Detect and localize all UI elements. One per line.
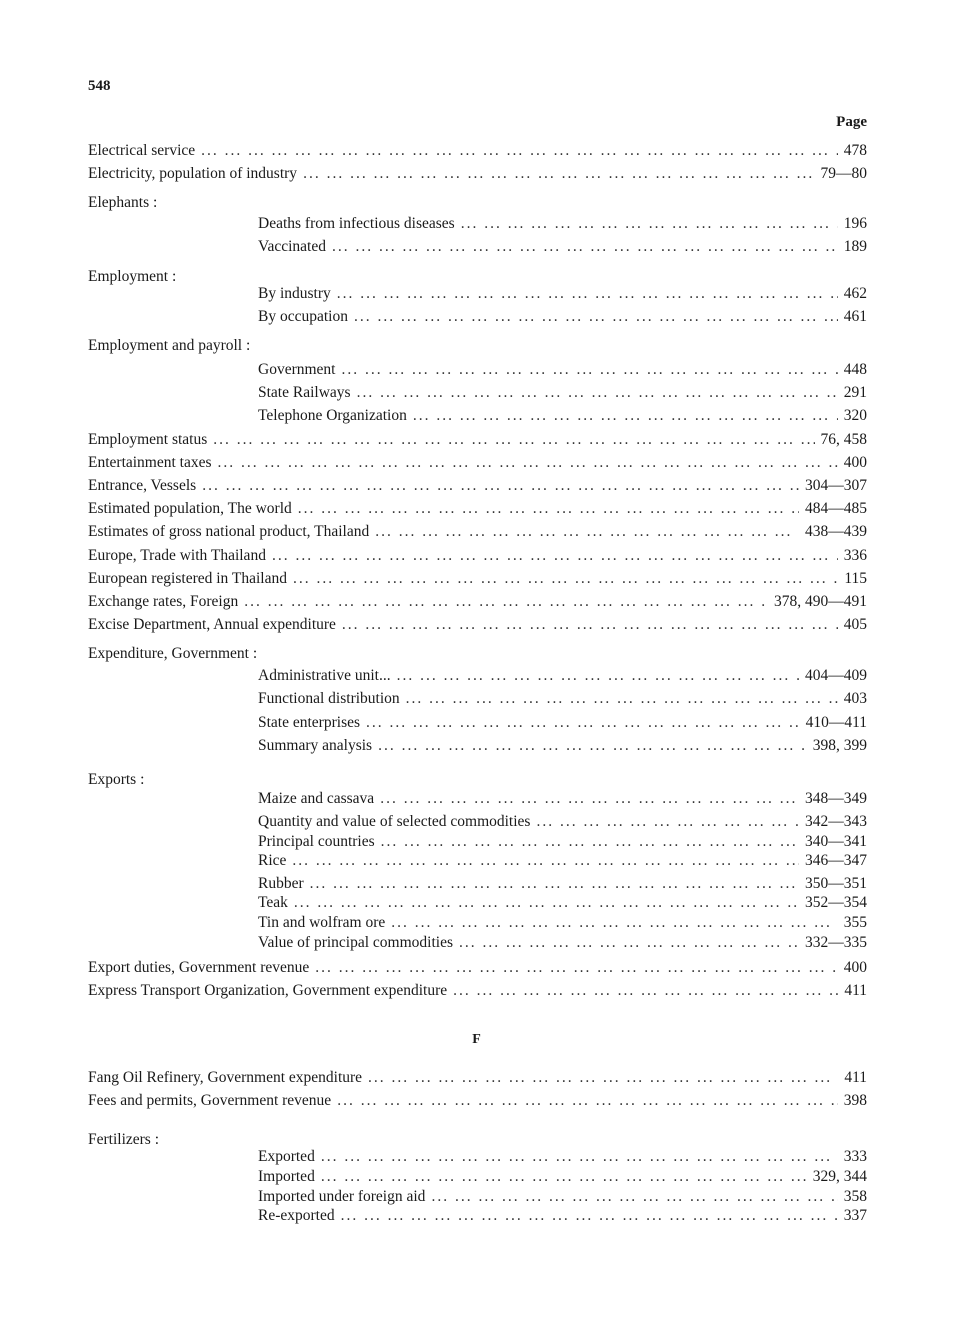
entry-label: State enterprises xyxy=(258,714,361,731)
entry-label: Fang Oil Refinery, Government expenditure xyxy=(88,1069,363,1086)
index-subentry xyxy=(258,307,867,327)
index-entry xyxy=(88,453,867,473)
entry-pages: 352—354 xyxy=(805,894,867,911)
index-heading: Fertilizers : xyxy=(88,1131,160,1148)
entry-pages: 355 xyxy=(843,914,867,931)
entry-label: Exchange rates, Foreign xyxy=(88,593,239,610)
dot-leader xyxy=(453,981,838,1001)
dot-leader xyxy=(310,874,799,894)
index-entry xyxy=(88,476,867,496)
index-subentry xyxy=(258,812,867,832)
index-entry xyxy=(88,141,867,161)
dot-leader xyxy=(431,1187,837,1207)
entry-label: By industry xyxy=(258,285,331,302)
dot-leader xyxy=(294,893,799,913)
index-heading: Exports : xyxy=(88,771,145,788)
index-entry xyxy=(88,569,867,589)
entry-label: Electrical service xyxy=(88,142,196,159)
entry-label: Maize and cassava xyxy=(258,790,375,807)
dot-leader xyxy=(272,546,838,566)
index-heading: Elephants : xyxy=(88,194,158,211)
entry-label: Rubber xyxy=(258,875,304,892)
index-subentry xyxy=(258,736,867,756)
entry-label: Tin and wolfram ore xyxy=(258,914,386,931)
entry-label: Estimates of gross national product, Thailand xyxy=(88,523,370,540)
entry-pages: 76, 458 xyxy=(820,431,867,448)
index-subentry xyxy=(258,713,867,733)
entry-pages: 462 xyxy=(843,285,867,302)
dot-leader xyxy=(303,164,814,184)
index-subentry xyxy=(258,832,867,852)
entry-pages: 461 xyxy=(843,308,867,325)
index-entry xyxy=(88,164,867,184)
index-heading: Employment and payroll : xyxy=(88,337,251,354)
index-entry xyxy=(88,1091,867,1111)
entry-pages: 333 xyxy=(843,1148,867,1165)
entry-pages: 400 xyxy=(843,454,867,471)
dot-leader xyxy=(244,592,768,612)
entry-pages: 405 xyxy=(843,616,867,633)
entry-label: Administrative unit... xyxy=(258,667,391,684)
index-subentry xyxy=(258,360,867,380)
entry-label: Quantity and value of selected commodities xyxy=(258,813,531,830)
entry-label: Imported under foreign aid xyxy=(258,1188,426,1205)
dot-leader xyxy=(378,736,807,756)
entry-pages: 332—335 xyxy=(805,934,867,951)
entry-label: Rice xyxy=(258,852,287,869)
index-entry xyxy=(88,522,867,542)
dot-leader xyxy=(341,1206,838,1226)
page-column-header: Page xyxy=(836,114,867,130)
entry-label: Excise Department, Annual expenditure xyxy=(88,616,336,633)
index-entry xyxy=(88,546,867,566)
index-heading: Employment : xyxy=(88,268,177,285)
section-letter: F xyxy=(472,1032,481,1047)
entry-label: Principal countries xyxy=(258,833,375,850)
dot-leader xyxy=(337,1091,838,1111)
entry-label: By occupation xyxy=(258,308,348,325)
dot-leader xyxy=(461,214,838,234)
dot-leader xyxy=(341,360,837,380)
index-subentry xyxy=(258,1187,867,1207)
index-entry xyxy=(88,499,867,519)
entry-label: Vaccinated xyxy=(258,238,326,255)
entry-pages: 189 xyxy=(843,238,867,255)
entry-pages: 336 xyxy=(843,547,867,564)
entry-pages: 342—343 xyxy=(805,813,867,830)
index-heading: Expenditure, Government : xyxy=(88,645,258,662)
index-entry xyxy=(88,1068,867,1088)
dot-leader xyxy=(366,713,800,733)
index-entry xyxy=(88,430,867,450)
entry-label: Estimated population, The world xyxy=(88,500,292,517)
entry-pages: 484—485 xyxy=(805,500,867,517)
entry-pages: 398 xyxy=(843,1092,867,1109)
index-subentry xyxy=(258,689,867,709)
entry-label: European registered in Thailand xyxy=(88,570,287,587)
entry-label: Electricity, population of industry xyxy=(88,165,298,182)
entry-label: Express Transport Organization, Government expenditure xyxy=(88,982,448,999)
dot-leader xyxy=(292,851,799,871)
entry-label: Entrance, Vessels xyxy=(88,477,197,494)
dot-leader xyxy=(315,958,838,978)
entry-label: Re-exported xyxy=(258,1207,335,1224)
entry-label: Teak xyxy=(258,894,288,911)
index-subentry xyxy=(258,666,867,686)
entry-label: State Railways xyxy=(258,384,351,401)
entry-label: Government xyxy=(258,361,336,378)
dot-leader xyxy=(354,307,838,327)
index-entry xyxy=(88,592,867,612)
entry-pages: 196 xyxy=(843,215,867,232)
dot-leader xyxy=(413,406,838,426)
entry-pages: 115 xyxy=(844,570,867,587)
index-entry xyxy=(88,958,867,978)
entry-label: Entertainment taxes xyxy=(88,454,212,471)
entry-pages: 346—347 xyxy=(805,852,867,869)
index-subentry xyxy=(258,789,867,809)
dot-leader xyxy=(342,615,838,635)
dot-leader xyxy=(357,383,838,403)
entry-pages: 320 xyxy=(843,407,867,424)
entry-pages: 403 xyxy=(843,690,867,707)
dot-leader xyxy=(391,913,837,933)
dot-leader xyxy=(213,430,814,450)
entry-pages: 358 xyxy=(843,1188,867,1205)
dot-leader xyxy=(536,812,799,832)
index-subentry xyxy=(258,406,867,426)
entry-label: Europe, Trade with Thailand xyxy=(88,547,266,564)
entry-label: Imported xyxy=(258,1168,315,1185)
entry-pages: 350—351 xyxy=(805,875,867,892)
entry-pages: 398, 399 xyxy=(812,737,867,754)
entry-pages: 340—341 xyxy=(805,833,867,850)
dot-leader xyxy=(381,832,799,852)
index-subentry xyxy=(258,1167,867,1187)
dot-leader xyxy=(337,284,838,304)
entry-pages: 304—307 xyxy=(805,477,867,494)
entry-label: Fees and permits, Government revenue xyxy=(88,1092,332,1109)
dot-leader xyxy=(201,141,838,161)
entry-pages: 79—80 xyxy=(820,165,867,182)
index-subentry xyxy=(258,851,867,871)
dot-leader xyxy=(380,789,799,809)
entry-label: Functional distribution xyxy=(258,690,400,707)
index-entry xyxy=(88,981,867,1001)
index-subentry xyxy=(258,284,867,304)
entry-pages: 448 xyxy=(843,361,867,378)
entry-pages: 400 xyxy=(843,959,867,976)
index-subentry xyxy=(258,1206,867,1226)
entry-label: Telephone Organization xyxy=(258,407,407,424)
dot-leader xyxy=(375,522,799,542)
entry-label: Exported xyxy=(258,1148,315,1165)
entry-pages: 291 xyxy=(843,384,867,401)
index-subentry xyxy=(258,893,867,913)
dot-leader xyxy=(321,1167,807,1187)
entry-pages: 411 xyxy=(844,982,867,999)
index-subentry xyxy=(258,913,867,933)
entry-pages: 348—349 xyxy=(805,790,867,807)
dot-leader xyxy=(218,453,838,473)
dot-leader xyxy=(321,1147,838,1167)
entry-label: Value of principal commodities xyxy=(258,934,453,951)
index-subentry xyxy=(258,237,867,257)
dot-leader xyxy=(397,666,799,686)
entry-pages: 410—411 xyxy=(805,714,867,731)
entry-pages: 438—439 xyxy=(805,523,867,540)
index-subentry xyxy=(258,933,867,953)
entry-pages: 337 xyxy=(843,1207,867,1224)
index-subentry xyxy=(258,383,867,403)
entry-pages: 378, 490—491 xyxy=(774,593,867,610)
index-subentry xyxy=(258,1147,867,1167)
entry-pages: 478 xyxy=(843,142,867,159)
entry-label: Employment status xyxy=(88,431,208,448)
dot-leader xyxy=(298,499,799,519)
dot-leader xyxy=(293,569,838,589)
dot-leader xyxy=(332,237,838,257)
index-subentry xyxy=(258,874,867,894)
entry-label: Summary analysis xyxy=(258,737,373,754)
index-entry xyxy=(88,615,867,635)
dot-leader xyxy=(406,689,838,709)
dot-leader xyxy=(368,1068,838,1088)
entry-pages: 329, 344 xyxy=(812,1168,867,1185)
entry-pages: 404—409 xyxy=(805,667,867,684)
entry-label: Export duties, Government revenue xyxy=(88,959,310,976)
dot-leader xyxy=(459,933,799,953)
page-number: 548 xyxy=(88,78,111,94)
entry-pages: 411 xyxy=(844,1069,867,1086)
index-subentry xyxy=(258,214,867,234)
entry-label: Deaths from infectious diseases xyxy=(258,215,455,232)
dot-leader xyxy=(202,476,799,496)
